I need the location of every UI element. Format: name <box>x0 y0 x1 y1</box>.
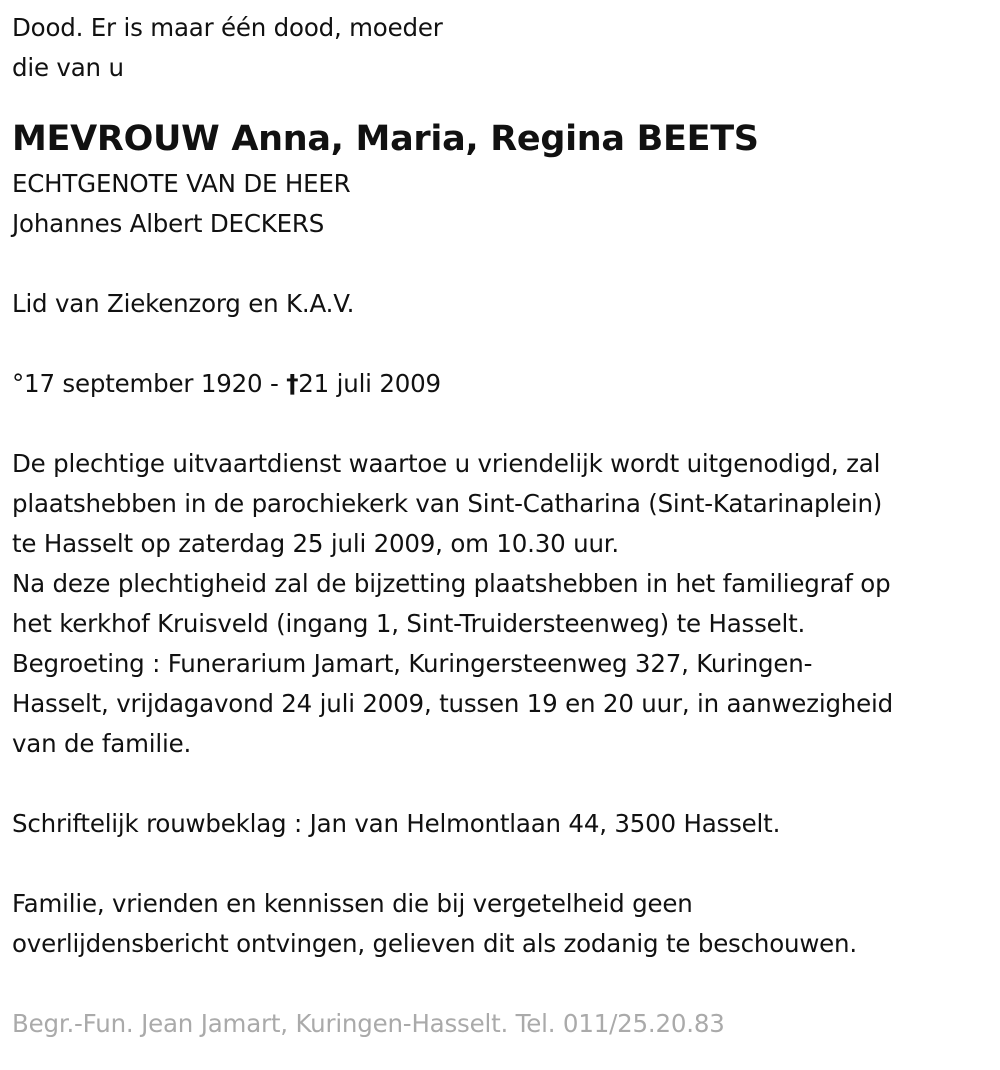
death-date: 21 juli 2009 <box>298 369 441 398</box>
spacer <box>12 88 1000 114</box>
service-line-8: van de familie. <box>12 729 192 758</box>
spouse-line-2: Johannes Albert DECKERS <box>12 209 325 238</box>
birth-date: °17 september 1920 - <box>12 369 287 398</box>
cross-icon: † <box>286 369 299 398</box>
service-line-5: het kerkhof Kruisveld (ingang 1, Sint-Truidersteenweg) te Hasselt. <box>12 609 806 638</box>
funeral-home-footer: Begr.-Fun. Jean Jamart, Kuringen-Hasselt. Tel. 011/25.20.83 <box>12 1009 725 1038</box>
life-dates <box>12 364 1000 404</box>
service-line-1: De plechtige uitvaartdienst waartoe u vriendelijk wordt uitgenodigd, zal <box>12 449 881 478</box>
condolences-address: Schriftelijk rouwbeklag : Jan van Helmontlaan 44, 3500 Hasselt. <box>12 809 781 838</box>
intro-line-1: Dood. Er is maar één dood, moeder <box>12 13 443 42</box>
service-line-6: Begroeting : Funerarium Jamart, Kuringersteenweg 327, Kuringen- <box>12 649 813 678</box>
notice-line-2: overlijdensbericht ontvingen, gelieven dit als zodanig te beschouwen. <box>12 929 857 958</box>
service-line-7: Hasselt, vrijdagavond 24 juli 2009, tussen 19 en 20 uur, in aanwezigheid <box>12 689 893 718</box>
spacer <box>12 324 1000 364</box>
spacer <box>12 244 1000 284</box>
membership: Lid van Ziekenzorg en K.A.V. <box>12 289 355 318</box>
spouse-line-1: ECHTGENOTE VAN DE HEER <box>12 169 351 198</box>
spacer <box>12 764 1000 804</box>
spacer <box>12 964 1000 1004</box>
intro-line-2: die van u <box>12 53 124 82</box>
service-line-3: te Hasselt op zaterdag 25 juli 2009, om 10.30 uur. <box>12 529 619 558</box>
spacer <box>12 404 1000 444</box>
deceased-name: MEVROUW Anna, Maria, Regina BEETS <box>12 119 759 159</box>
service-line-2: plaatshebben in de parochiekerk van Sint-Catharina (Sint-Katarinaplein) <box>12 489 883 518</box>
notice-line-1: Familie, vrienden en kennissen die bij vergetelheid geen <box>12 889 693 918</box>
spacer <box>12 844 1000 884</box>
service-line-4: Na deze plechtigheid zal de bijzetting plaatshebben in het familiegraf op <box>12 569 891 598</box>
